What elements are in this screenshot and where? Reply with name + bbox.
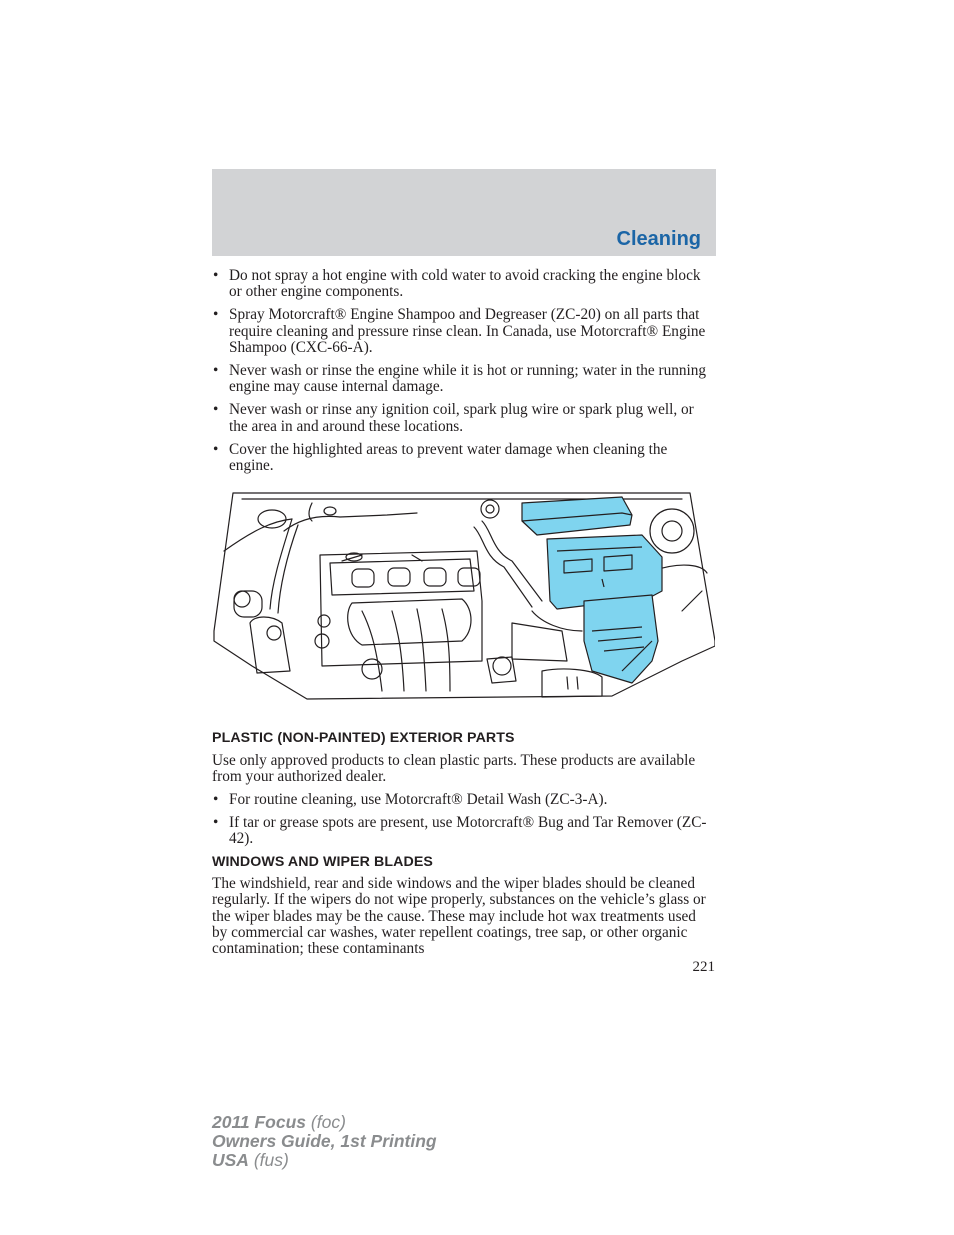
list-item: • Cover the highlighted areas to prevent water damage when cleaning the engine.	[212, 442, 715, 474]
engine-compartment-drawing	[212, 491, 715, 701]
section-heading-plastic: PLASTIC (NON-PAINTED) EXTERIOR PARTS	[212, 730, 515, 747]
section-title: Cleaning	[616, 228, 701, 250]
page-content	[212, 268, 715, 957]
windows-paragraph: The windshield, rear and side windows and the wiper blades should be cleaned regularly. If the wipers do not wipe properly, substances on the vehicle’s glass or the wiper blades may be the cause. These may include hot wax treatments used by commercial car washes, water repellent coatings, tree sap, or other organic contamination; these contaminants	[212, 875, 706, 958]
list-item: • Do not spray a hot engine with cold water to avoid cracking the engine block or other engine components.	[212, 268, 715, 300]
footer-line-market: USA (fus)	[212, 1150, 289, 1170]
highlighted-areas	[522, 497, 662, 683]
footer-line-model: 2011 Focus (foc)	[212, 1112, 346, 1132]
page-number: 221	[692, 959, 715, 975]
section-header-band	[212, 169, 716, 256]
engine-compartment-illustration	[212, 491, 715, 701]
section-heading-windows: WINDOWS AND WIPER BLADES	[212, 854, 433, 871]
footer-line-guide: Owners Guide, 1st Printing	[212, 1131, 437, 1151]
list-item: • Never wash or rinse the engine while it is hot or running; water in the running engine may cause internal damage.	[212, 363, 715, 395]
list-item: • Spray Motorcraft® Engine Shampoo and Degreaser (ZC-20) on all parts that require cleaning and pressure rinse clean. In Canada, use Motorcraft® Engine Shampoo (CXC-66-A).	[212, 307, 715, 356]
engine-cleaning-list	[212, 268, 715, 474]
list-item: • If tar or grease spots are present, use Motorcraft® Bug and Tar Remover (ZC-42).	[212, 815, 715, 847]
list-item: • For routine cleaning, use Motorcraft® Detail Wash (ZC-3-A).	[212, 792, 715, 808]
list-item: • Never wash or rinse any ignition coil, spark plug wire or spark plug well, or the area in and around these locations.	[212, 402, 715, 434]
plastic-intro: Use only approved products to clean plastic parts. These products are available from your authorized dealer.	[212, 752, 696, 786]
plastic-cleaning-list	[212, 792, 715, 848]
footer	[212, 1113, 437, 1170]
